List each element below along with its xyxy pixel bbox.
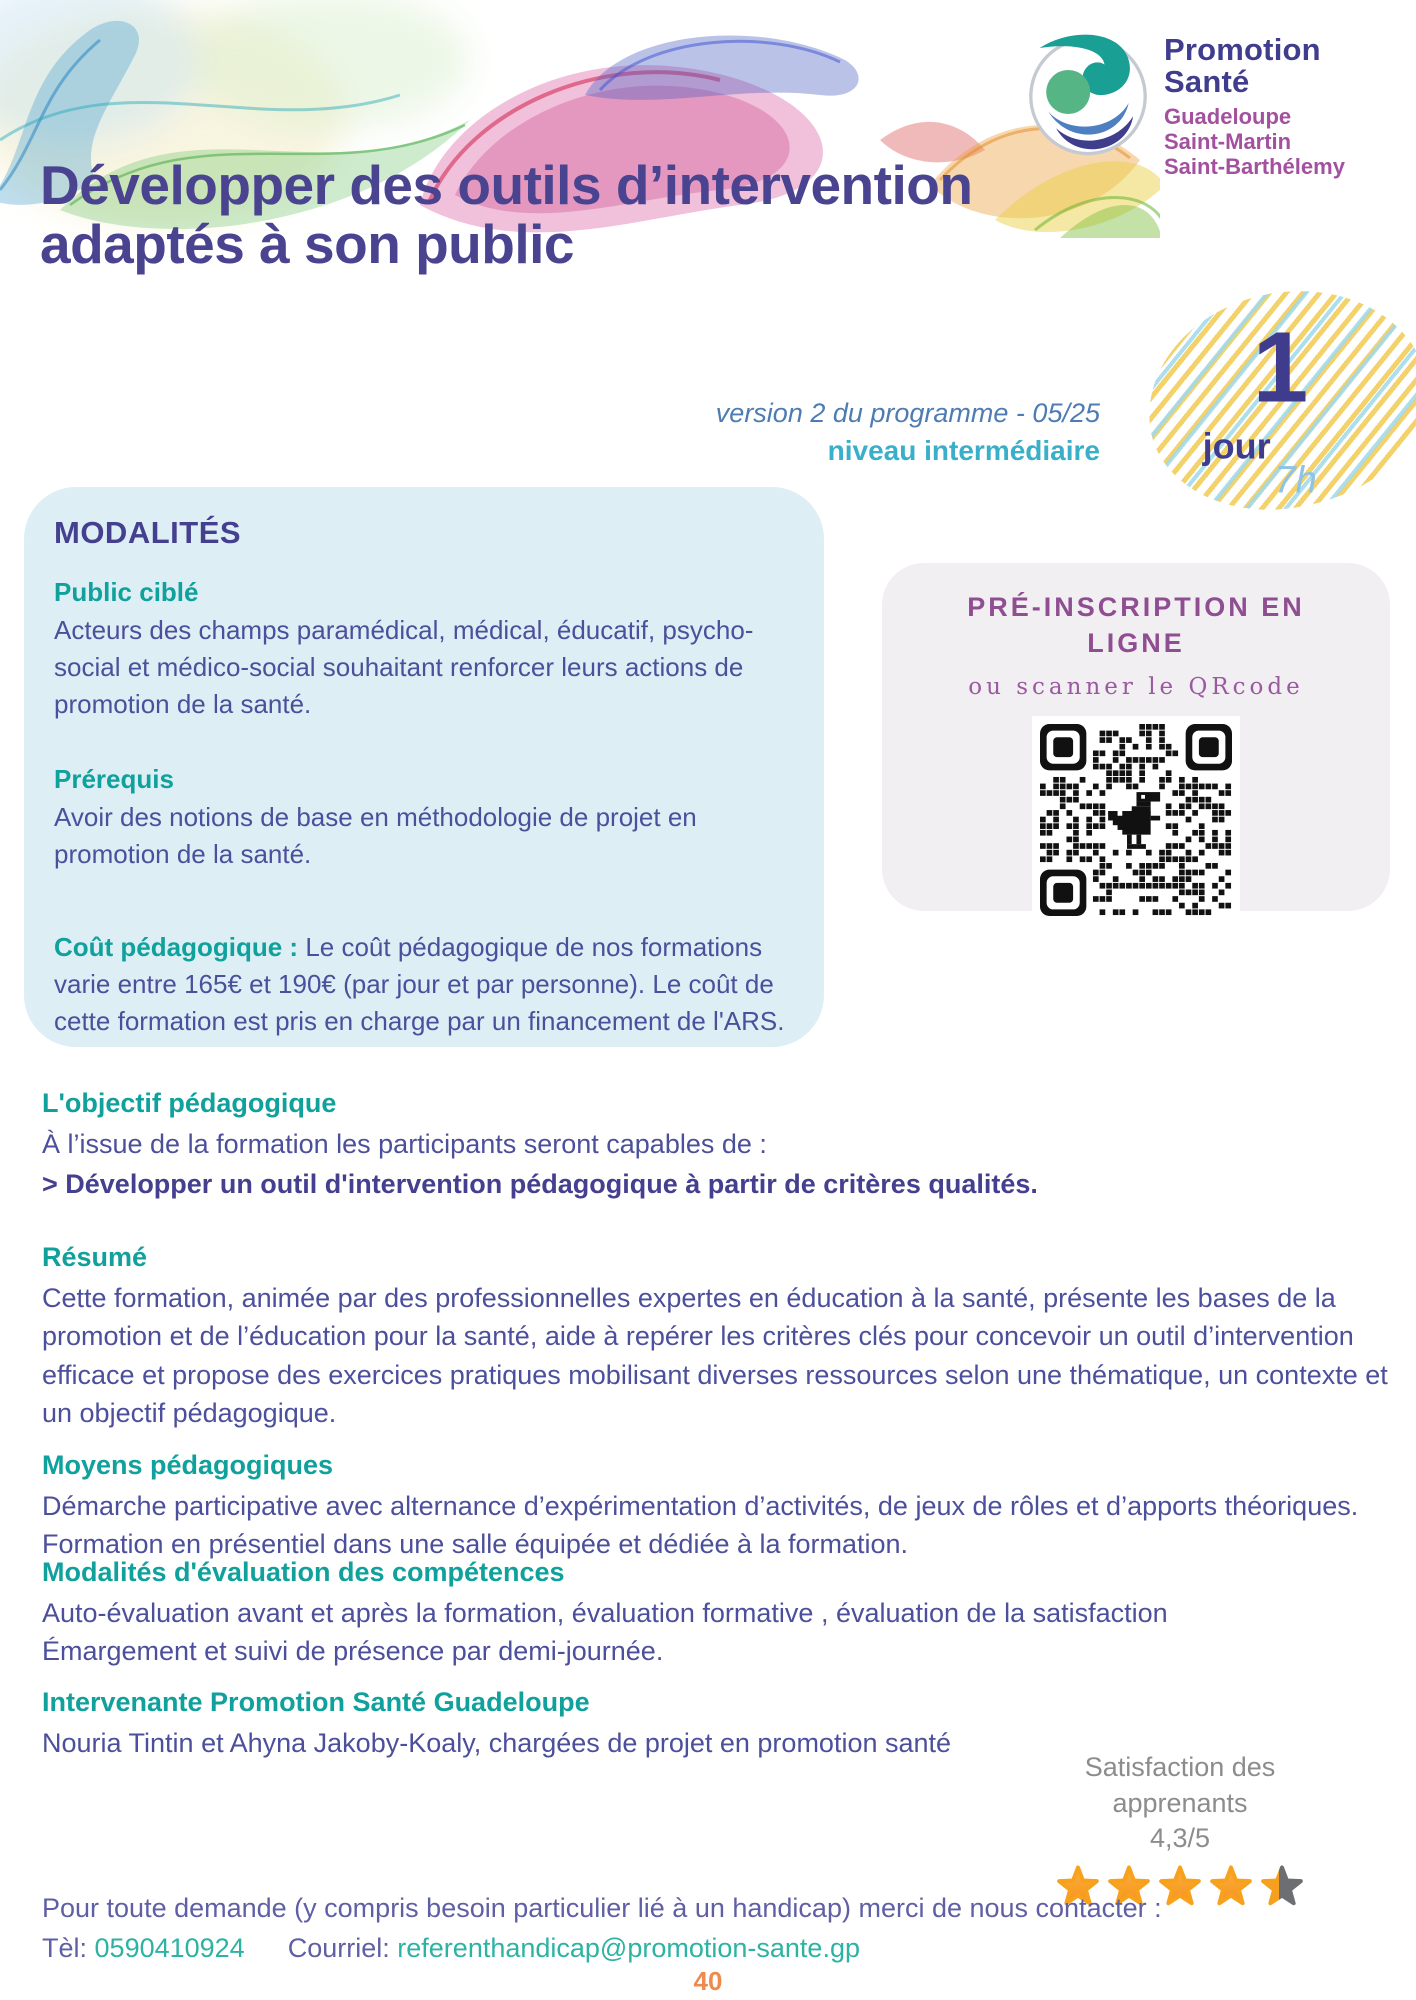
page-title: Développer des outils d’intervention adaptés à son public: [40, 154, 973, 275]
star-icon: [1209, 1865, 1253, 1906]
satisfaction-block: [1020, 1750, 1340, 1906]
moyens-title: Moyens pédagogiques: [42, 1450, 334, 1480]
footer-contact-text: Pour toute demande (y compris besoin particulier lié à un handicap) merci de nous contacter :: [42, 1893, 1162, 1923]
logo-region-saint-barthelemy: Saint-Barthélemy: [1164, 154, 1345, 180]
promotion-sante-logo-icon: [1022, 26, 1154, 158]
duration-unit: jour: [1202, 425, 1271, 467]
program-version: version 2 du programme - 05/25: [715, 398, 1100, 428]
qr-code: [1032, 716, 1240, 924]
modalites-panel: [24, 487, 824, 1047]
star-icon-partial: [1260, 1865, 1304, 1906]
resume-text: Cette formation, animée par des professionnelles expertes en éducation à la santé, présente les bases de la promotion et de l’éducation pour la santé, aide à repérer les critères clés pour concevoir un outil d’intervention efficace et propose des exercices pratiques mobilisant diverses ressources selon une thématique, un contexte et un objectif pédagogique.: [42, 1283, 1388, 1428]
preinscription-title: PRÉ-INSCRIPTION EN LIGNE: [967, 592, 1305, 659]
duration-days: 1: [1252, 311, 1309, 424]
public-cible-title: Public ciblé: [54, 577, 199, 607]
duration-badge: [1137, 278, 1416, 522]
program-level: niveau intermédiaire: [827, 435, 1100, 467]
objectif-intro: À l’issue de la formation les participants seront capables de :: [42, 1129, 767, 1159]
logo-region-saint-martin: Saint-Martin: [1164, 129, 1292, 155]
duration-hours: 7h: [1274, 459, 1317, 502]
tel-link[interactable]: 0590410924: [94, 1933, 245, 1963]
logo-name-line1: Promotion: [1164, 32, 1321, 67]
public-cible-text: Acteurs des champs paramédical, médical, éducatif, psycho-social et médico-social souhaitant renforcer leurs actions de promotion de la santé.: [54, 615, 754, 720]
evaluation-line1: Auto-évaluation avant et après la formation, évaluation formative , évaluation de la satisfaction: [42, 1598, 1168, 1628]
cout-pedagogique: [54, 929, 790, 1041]
promotion-sante-logo: [1022, 26, 1345, 179]
email-label: Courriel:: [287, 1933, 390, 1963]
modalites-heading: MODALITÉS: [54, 515, 242, 550]
logo-region-guadeloupe: Guadeloupe: [1164, 104, 1292, 130]
cout-text: Le coût pédagogique de nos formations varie entre 165€ et 190€ (par jour et par personne). Le coût de cette formation est pris en charge par un financement de l'ARS.: [54, 931, 785, 1037]
section-moyens: [42, 1450, 1394, 1564]
star-icon: [1158, 1865, 1202, 1906]
preinscription-subtitle: ou scanner le QRcode: [968, 673, 1304, 700]
satisfaction-line1: Satisfaction des: [1084, 1752, 1276, 1782]
page-number: 40: [693, 1966, 723, 1996]
evaluation-title: Modalités d'évaluation des compétences: [42, 1557, 565, 1587]
prerequis-title: Prérequis: [54, 763, 174, 794]
moyens-text: Démarche participative avec alternance d’expérimentation d’activités, de jeux de rôles et d’apports théoriques. Formation en présentiel dans une salle équipée et dédiée à la formation.: [42, 1491, 1359, 1560]
tel-label: Tèl:: [42, 1933, 88, 1963]
email-link[interactable]: referenthandicap@promotion-sante.gp: [397, 1933, 860, 1963]
section-evaluation: [42, 1557, 1394, 1671]
intervenante-title: Intervenante Promotion Santé Guadeloupe: [42, 1687, 590, 1717]
logo-name-line2: Santé: [1164, 63, 1250, 99]
objectif-title: L'objectif pédagogique: [42, 1088, 337, 1118]
section-objectif: [42, 1088, 1394, 1204]
prerequis-text: Avoir des notions de base en méthodologie de projet en promotion de la santé.: [54, 801, 697, 869]
resume-title: Résumé: [42, 1242, 148, 1272]
satisfaction-line2: apprenants: [1112, 1787, 1248, 1818]
preinscription-card: [882, 563, 1390, 911]
footer-contact-details: [42, 1933, 860, 1964]
qr-code-pattern: [1040, 724, 1232, 916]
evaluation-line2: Émargement et suivi de présence par demi-journée.: [42, 1636, 664, 1667]
objectif-bullet: > Développer un outil d'intervention pédagogique à partir de critères qualités.: [42, 1169, 1038, 1200]
cout-title: Coût pédagogique :: [54, 931, 306, 962]
section-resume: [42, 1242, 1394, 1432]
satisfaction-score: 4,3/5: [1149, 1823, 1211, 1854]
intervenante-text: Nouria Tintin et Ahyna Jakoby-Koaly, chargées de projet en promotion santé: [42, 1728, 952, 1758]
